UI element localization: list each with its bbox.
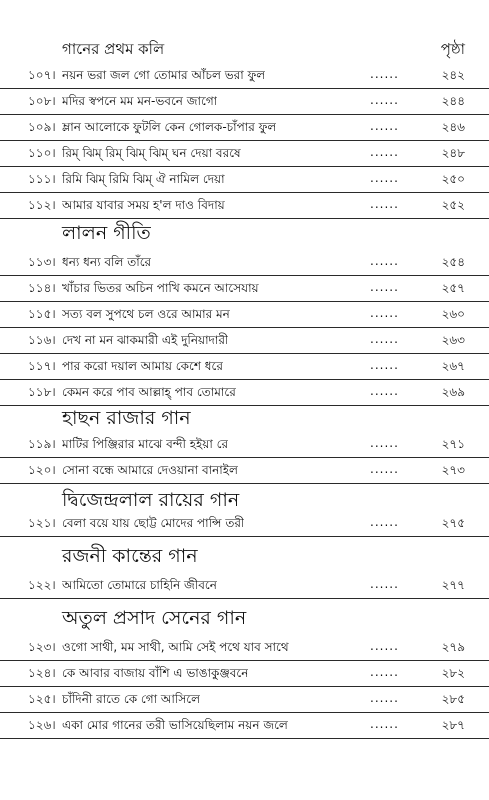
entry-page: ২৬৯ [441, 385, 465, 399]
leader-dots: ...... [370, 306, 399, 320]
leader-dots: ...... [370, 436, 399, 450]
entry-page: ২৬০ [441, 307, 465, 321]
entry-number: ১১৬। [28, 333, 56, 347]
toc-entry [0, 168, 489, 193]
page-column-heading: পৃষ্ঠা [440, 40, 465, 58]
entry-number: ১১১। [28, 172, 56, 186]
entry-page: ২৭৫ [441, 516, 465, 530]
toc-entry [0, 512, 489, 537]
entry-number: ১২৪। [28, 666, 56, 680]
toc-entry [0, 459, 489, 484]
entry-title: দেখ না মন ঝাকমারী এই দুনিয়াদারী [62, 333, 229, 347]
toc-entry [0, 381, 489, 406]
entry-page: ২৭৩ [441, 463, 465, 477]
entry-title: নয়ন ভরা জল গো তোমার আঁচল ভরা ফুল [62, 68, 266, 82]
leader-dots: ...... [370, 577, 399, 591]
entry-title: মাটির পিঞ্জিরার মাঝে বন্দী হইয়া রে [62, 437, 229, 451]
toc-entry [0, 90, 489, 115]
entry-page: ২৭৯ [441, 640, 465, 654]
leader-dots: ...... [370, 67, 399, 81]
leader-dots: ...... [370, 171, 399, 185]
entry-page: ২৬৭ [441, 359, 465, 373]
entry-page: ২৭৭ [441, 578, 465, 592]
entry-page: ২৪৬ [441, 120, 465, 134]
leader-dots: ...... [370, 665, 399, 679]
entry-title: চাঁদিনী রাতে কে গো আসিলে [62, 692, 201, 706]
entry-title: কেমন করে পাব আল্লাহ্ পাব তোমারে [62, 385, 236, 399]
entry-page: ২৮৫ [441, 692, 465, 706]
title-column-heading: গানের প্রথম কলি [62, 40, 165, 58]
entry-page: ২৮২ [441, 666, 465, 680]
entry-title: মদির স্বপনে মম মন-ভবনে জাগো [62, 94, 218, 108]
entry-number: ১১২। [28, 198, 56, 212]
entry-page: ২৪৮ [441, 146, 465, 160]
entry-number: ১২২। [28, 578, 56, 592]
leader-dots: ...... [370, 145, 399, 159]
toc-entry [0, 574, 489, 599]
entry-page: ২৫০ [441, 172, 465, 186]
entry-number: ১১৮। [28, 385, 56, 399]
entry-title: একা মোর গানের তরী ভাসিয়েছিলাম নয়ন জলে [62, 718, 288, 732]
leader-dots: ...... [370, 254, 399, 268]
section-heading: রজনী কান্তের গান [62, 545, 198, 567]
entry-title: রিম্ ঝিম্ রিম্ ঝিম্ ঝিম্ ঘন দেয়া বরষে [62, 146, 241, 160]
entry-page: ২৫২ [441, 198, 465, 212]
entry-number: ১১০। [28, 146, 56, 160]
toc-entry [0, 433, 489, 458]
entry-number: ১০৭। [28, 68, 56, 82]
leader-dots: ...... [370, 93, 399, 107]
entry-page: ২৫৪ [441, 255, 465, 269]
section-heading: লালন গীতি [62, 222, 151, 244]
entry-number: ১০৮। [28, 94, 56, 108]
entry-number: ১০৯। [28, 120, 56, 134]
entry-title: আমিতো তোমারে চাহিনি জীবনে [62, 578, 217, 592]
toc-entry [0, 662, 489, 687]
entry-title: কে আবার বাজায় বাঁশি এ ভাঙাকুঞ্জবনে [62, 666, 249, 680]
section-heading: অতুল প্রসাদ সেনের গান [62, 607, 247, 629]
toc-entry [0, 714, 489, 739]
toc-entry [0, 194, 489, 219]
leader-dots: ...... [370, 197, 399, 211]
leader-dots: ...... [370, 462, 399, 476]
entry-number: ১২১। [28, 516, 56, 530]
leader-dots: ...... [370, 332, 399, 346]
entry-number: ১২০। [28, 463, 56, 477]
toc-header [0, 38, 489, 60]
leader-dots: ...... [370, 358, 399, 372]
entry-page: ২৬৩ [441, 333, 465, 347]
entry-number: ১১৫। [28, 307, 56, 321]
leader-dots: ...... [370, 691, 399, 705]
toc-entry [0, 636, 489, 661]
toc-entry [0, 142, 489, 167]
entry-page: ২৭১ [441, 437, 465, 451]
toc-entry [0, 116, 489, 141]
entry-title: আমার যাবার সময় হ'ল দাও বিদায় [62, 198, 225, 212]
entry-title: ধন্য ধন্য বলি তাঁরে [62, 255, 152, 269]
section-heading: হাছন রাজার গান [62, 407, 191, 429]
leader-dots: ...... [370, 119, 399, 133]
entry-page: ২৮৭ [441, 718, 465, 732]
toc-entry [0, 355, 489, 380]
leader-dots: ...... [370, 384, 399, 398]
toc-entry [0, 251, 489, 276]
entry-title: পার করো দয়াল আমায় কেশে ধরে [62, 359, 223, 373]
leader-dots: ...... [370, 717, 399, 731]
leader-dots: ...... [370, 280, 399, 294]
entry-title: বেলা বয়ে যায় ছোট্ট মোদের পান্সি তরী [62, 516, 245, 530]
toc-entry [0, 64, 489, 89]
entry-page: ২৪২ [441, 68, 465, 82]
entry-number: ১১৩। [28, 255, 56, 269]
entry-title: সোনা বন্ধে আমারে দেওয়ানা বানাইল [62, 463, 238, 477]
entry-title: রিমি ঝিম্ রিমি ঝিম্ ঐ নামিল দেয়া [62, 172, 225, 186]
entry-number: ১২৩। [28, 640, 56, 654]
toc-entry [0, 688, 489, 713]
section-heading: দ্বিজেন্দ্রলাল রায়ের গান [62, 489, 240, 511]
entry-page: ২৫৭ [441, 281, 465, 295]
leader-dots: ...... [370, 515, 399, 529]
entry-page: ২৪৪ [441, 94, 465, 108]
toc-entry [0, 277, 489, 302]
entry-title: ওগো সাথী, মম সাথী, আমি সেই পথে যাব সাথে [62, 640, 289, 654]
entry-number: ১১৯। [28, 437, 56, 451]
entry-number: ১২৬। [28, 718, 56, 732]
entry-number: ১১৭। [28, 359, 56, 373]
toc-entry [0, 303, 489, 328]
entry-title: খাঁচার ভিতর অচিন পাখি কমনে আসেযায় [62, 281, 259, 295]
entry-number: ১২৫। [28, 692, 56, 706]
entry-number: ১১৪। [28, 281, 56, 295]
entry-title: সত্য বল সুপথে চল ওরে আমার মন [62, 307, 230, 321]
leader-dots: ...... [370, 639, 399, 653]
toc-entry [0, 329, 489, 354]
entry-title: ম্লান আলোকে ফুটলি কেন গোলক-চাঁপার ফুল [62, 120, 277, 134]
